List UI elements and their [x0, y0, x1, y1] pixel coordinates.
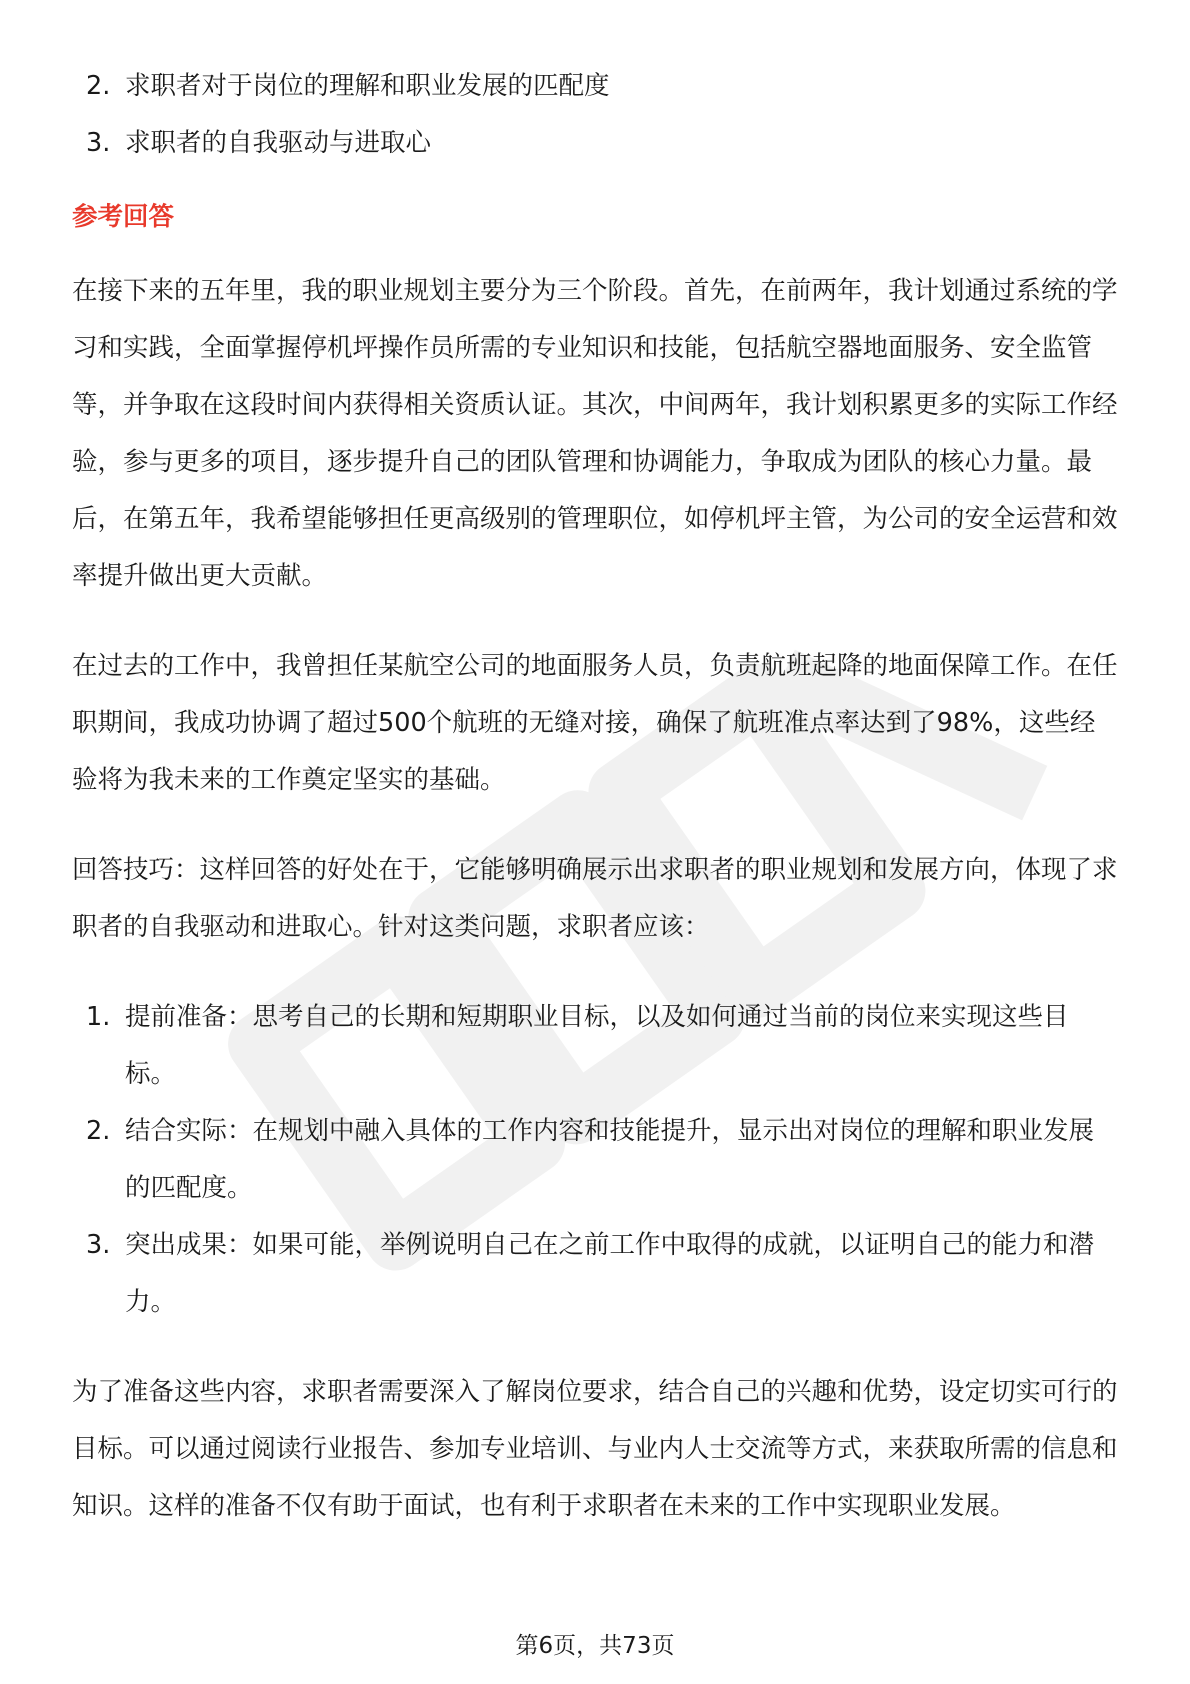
list-item-text: 求职者的自我驱动与进取心 — [125, 128, 432, 158]
list-item-text: 提前准备：思考自己的长期和短期职业目标，以及如何通过当前的岗位来实现这些目标。 — [125, 1002, 1069, 1089]
list-item-text: 突出成果：如果可能，举例说明自己在之前工作中取得的成就，以证明自己的能力和潜力。 — [125, 1230, 1095, 1317]
page-number-footer: 第6页，共73页 — [515, 1633, 675, 1659]
section-heading: 参考回答 — [72, 202, 175, 232]
list-number: 3. — [86, 128, 111, 158]
list-number: 2. — [86, 1116, 111, 1146]
document-body — [72, 58, 1118, 1535]
list-item — [72, 1217, 1118, 1331]
closing-paragraph: 为了准备这些内容，求职者需要深入了解岗位要求，结合自己的兴趣和优势，设定切实可行的目标。可以通过阅读行业报告、参加专业培训、与业内人士交流等方式，来获取所需的信息和知识。这样的准备不仅有助于面试，也有利于求职者在未来的工作中实现职业发展。 — [72, 1377, 1118, 1521]
list-number: 3. — [86, 1230, 111, 1260]
list-number: 2. — [86, 71, 111, 101]
answer-tips-paragraph: 回答技巧：这样回答的好处在于，它能够明确展示出求职者的职业规划和发展方向，体现了求职者的自我驱动和进取心。针对这类问题，求职者应该： — [72, 855, 1118, 942]
list-item — [72, 989, 1118, 1103]
list-item-text: 结合实际：在规划中融入具体的工作内容和技能提升，显示出对岗位的理解和职业发展的匹配度。 — [125, 1116, 1095, 1203]
list-item — [72, 115, 1118, 172]
list-item — [72, 1103, 1118, 1217]
tips-list — [72, 989, 1118, 1331]
list-item — [72, 58, 1118, 115]
list-item-text: 求职者对于岗位的理解和职业发展的匹配度 — [125, 71, 610, 101]
list-number: 1. — [86, 1002, 111, 1032]
answer-paragraph-experience: 在过去的工作中，我曾担任某航空公司的地面服务人员，负责航班起降的地面保障工作。在任职期间，我成功协调了超过500个航班的无缝对接，确保了航班准点率达到了98%，这些经验将为我未来的工作奠定坚实的基础。 — [72, 651, 1118, 795]
answer-paragraph-plan: 在接下来的五年里，我的职业规划主要分为三个阶段。首先，在前两年，我计划通过系统的学习和实践，全面掌握停机坪操作员所需的专业知识和技能，包括航空器地面服务、安全监管等，并争取在这段时间内获得相关资质认证。其次，中间两年，我计划积累更多的实际工作经验，参与更多的项目，逐步提升自己的团队管理和协调能力，争取成为团队的核心力量。最后，在第五年，我希望能够担任更高级别的管理职位，如停机坪主管，为公司的安全运营和效率提升做出更大贡献。 — [72, 276, 1118, 591]
top-list — [72, 58, 1118, 172]
